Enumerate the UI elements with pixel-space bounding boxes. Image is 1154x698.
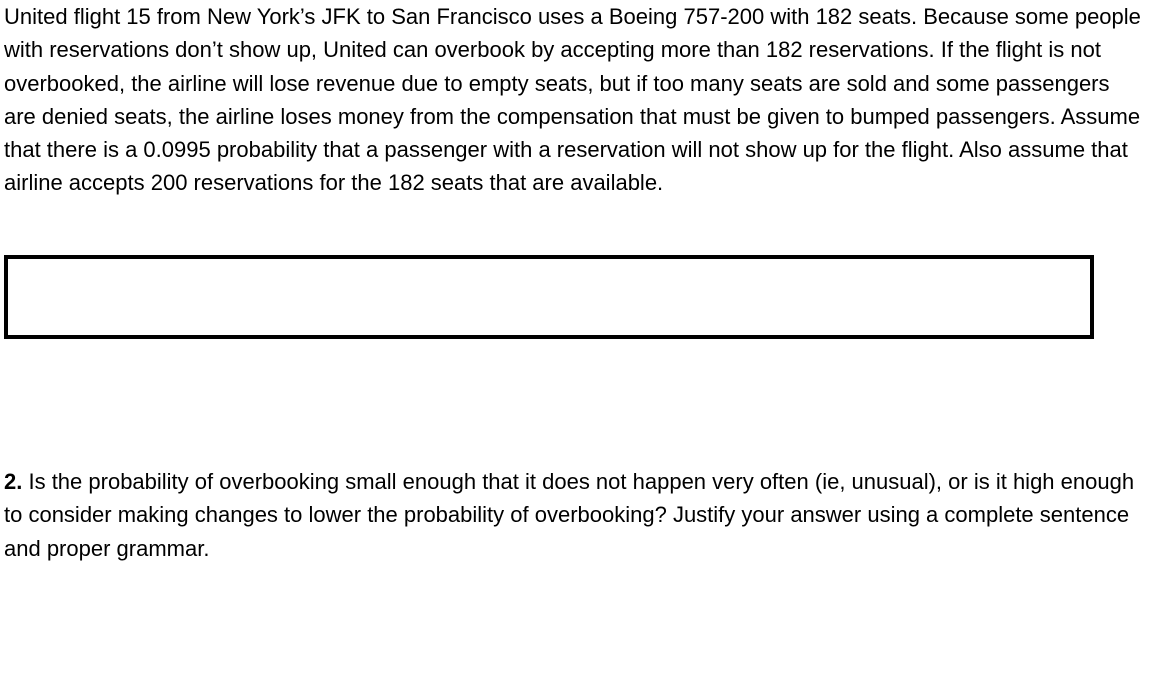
problem-intro-text: United flight 15 from New York’s JFK to San Francisco uses a Boeing 757-200 with 182 seats. Because some people with reservations don’t show up, United can overbook by accepting more than 182 reservations. If the flight is not overbooked, the airline will lose revenue due to empty seats, but if too many seats are sold and some passengers are denied seats, the airline loses money from the compensation that must be given to bumped passengers. Assume that there is a 0.0995 probability that a passenger with a reservation will not show up for the flight. Also assume that airline accepts 200 reservations for the 182 seats that are available. [4, 4, 1141, 196]
answer-input-box[interactable] [4, 255, 1094, 339]
question-text: Is the probability of overbooking small enough that it does not happen very often (ie, unusual), or is it high enough to consider making changes to lower the probability of overbooking? Justify your answer using a complete sentence and proper grammar. [4, 469, 1135, 561]
question-number: 2. [4, 469, 23, 494]
question-2 [4, 465, 1144, 565]
